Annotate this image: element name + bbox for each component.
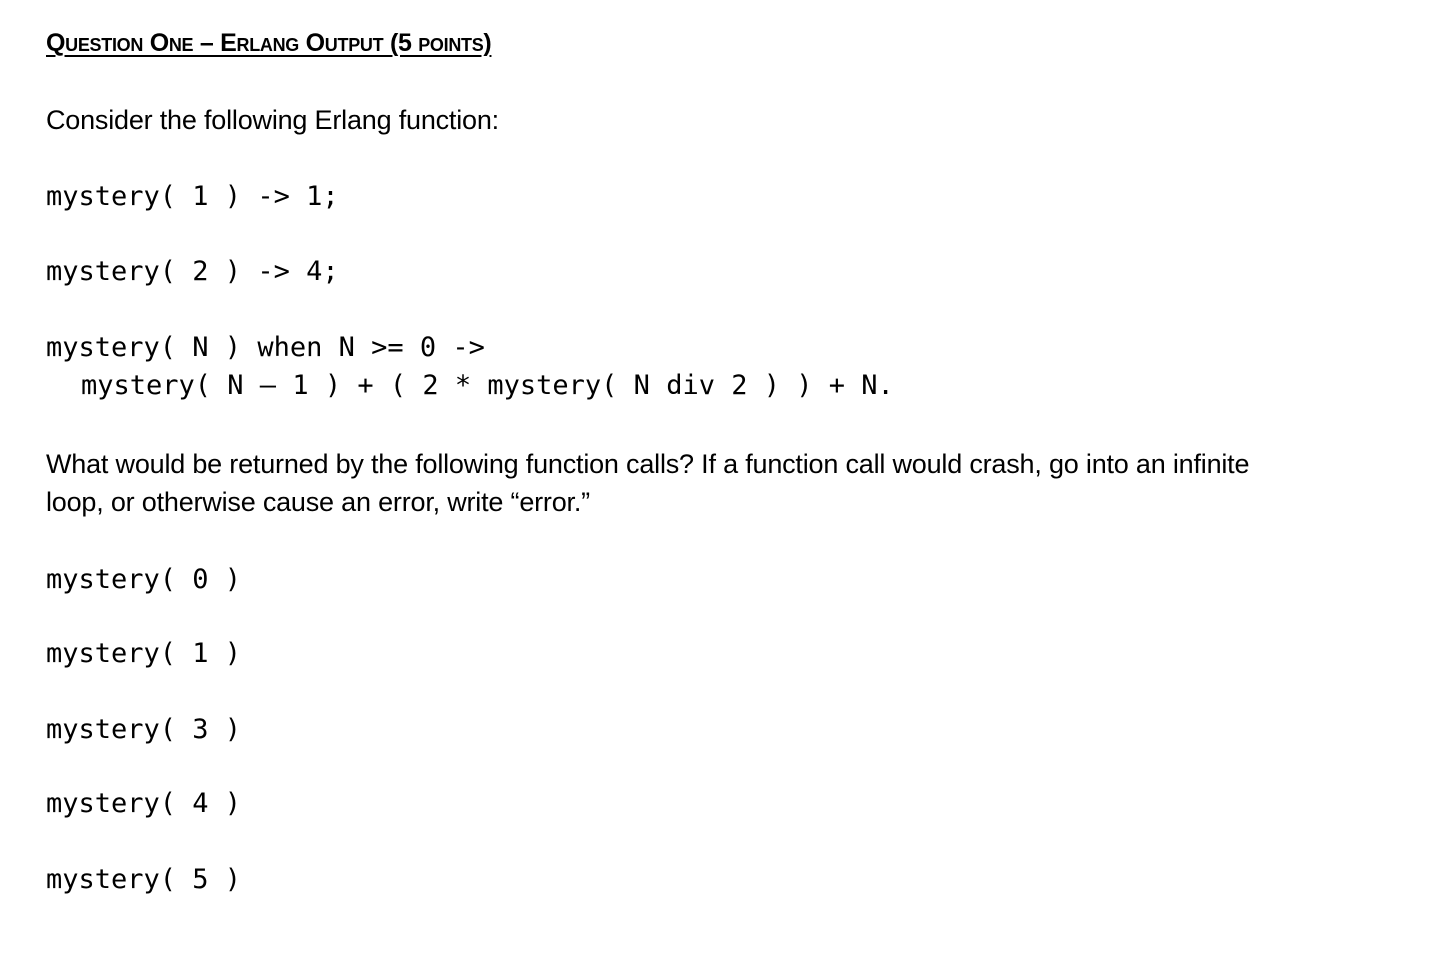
code-clause-2: mystery( 2 ) -> 4; — [46, 256, 339, 287]
intro-text: Consider the following Erlang function: — [46, 105, 499, 135]
code-clause-3-head: mystery( N ) when N >= 0 -> — [46, 332, 485, 363]
call-item: mystery( 4 ) — [46, 788, 242, 819]
call-item: mystery( 1 ) — [46, 638, 242, 669]
code-clause-3-body: mystery( N – 1 ) + ( 2 * mystery( N div 2 ) ) + N. — [81, 370, 894, 401]
call-item: mystery( 5 ) — [46, 864, 242, 895]
code-clause-1: mystery( 1 ) -> 1; — [46, 181, 339, 212]
prompt-line-1: What would be returned by the following function calls? If a function call would crash, go into an infinite — [46, 449, 1250, 479]
prompt-line-2: loop, or otherwise cause an error, write “error.” — [46, 487, 590, 517]
call-item: mystery( 0 ) — [46, 564, 242, 595]
call-item: mystery( 3 ) — [46, 714, 242, 745]
question-heading: Question One – Erlang Output (5 points) — [46, 29, 492, 57]
